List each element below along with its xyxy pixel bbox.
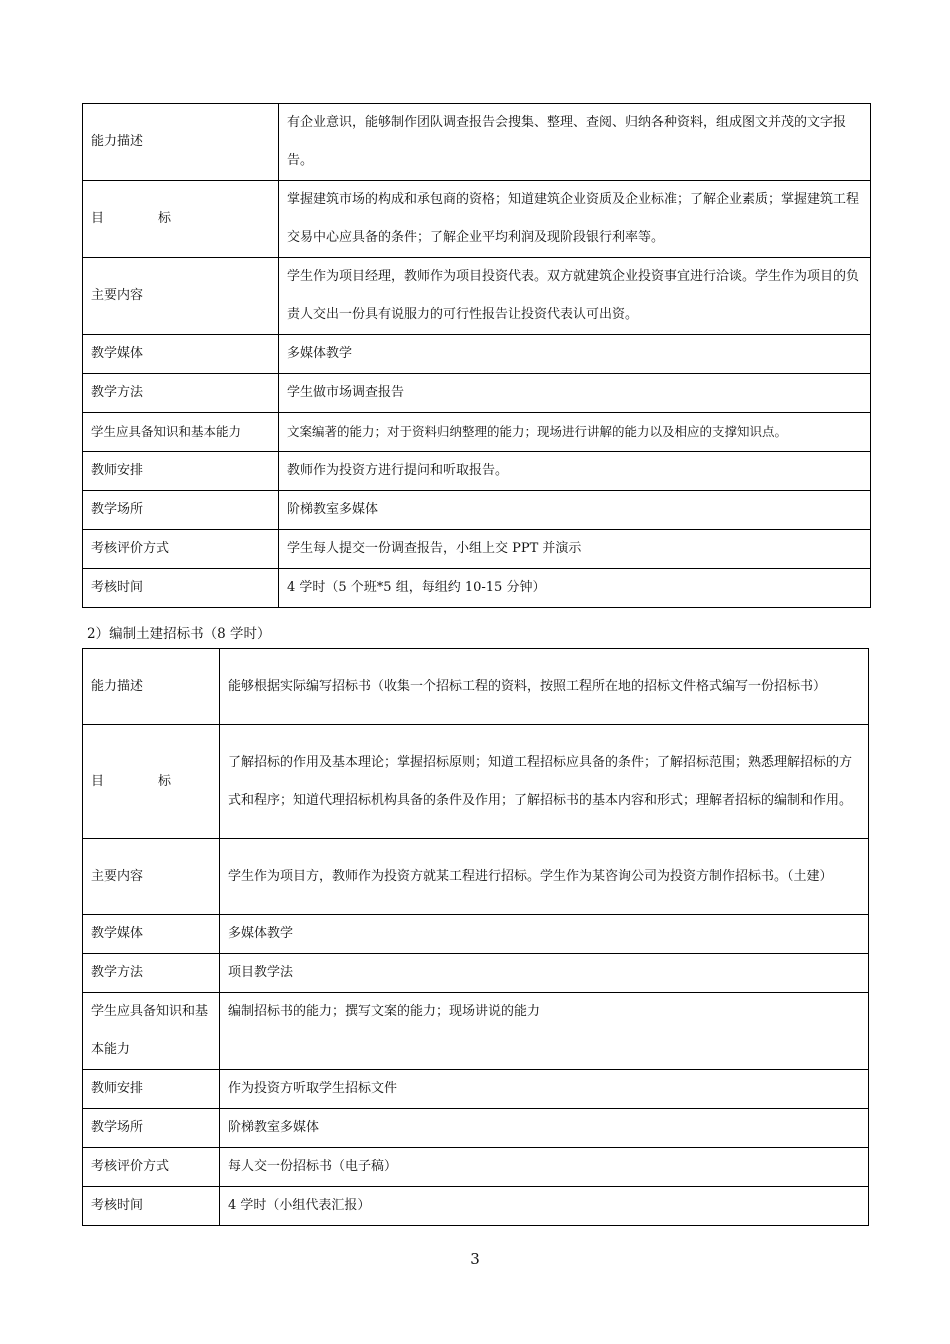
row-value: 学生作为项目经理，教师作为项目投资代表。双方就建筑企业投资事宜进行洽谈。学生作为项目的负责人交出一份具有说服力的可行性报告让投资代表认可出资。 — [279, 258, 871, 335]
row-label: 教学场所 — [83, 491, 279, 530]
row-label: 考核时间 — [83, 569, 279, 608]
row-value: 项目教学法 — [220, 954, 869, 993]
row-value: 学生每人提交一份调查报告，小组上交 PPT 并演示 — [279, 530, 871, 569]
table-row — [83, 569, 871, 608]
table-row — [83, 374, 871, 413]
row-label: 考核评价方式 — [83, 530, 279, 569]
table-row — [83, 839, 869, 915]
row-value: 4 学时（5 个班*5 组，每组约 10-15 分钟） — [279, 569, 871, 608]
row-value: 多媒体教学 — [279, 335, 871, 374]
row-value: 编制招标书的能力；撰写文案的能力；现场讲说的能力 — [220, 993, 869, 1070]
row-label: 主要内容 — [83, 258, 279, 335]
section-heading: 2）编制土建招标书（8 学时） — [87, 626, 271, 642]
label-part: 标 — [158, 211, 172, 226]
label-part: 标 — [158, 773, 172, 789]
row-label: 教学媒体 — [83, 335, 279, 374]
row-label: 教师安排 — [83, 452, 279, 491]
table-row — [83, 1070, 869, 1109]
row-label: 主要内容 — [83, 839, 220, 915]
table-row — [83, 335, 871, 374]
table-row — [83, 649, 869, 725]
row-value: 学生作为项目方，教师作为投资方就某工程进行招标。学生作为某咨询公司为投资方制作招标书。（土建） — [220, 839, 869, 915]
row-value: 能够根据实际编写招标书（收集一个招标工程的资料，按照工程所在地的招标文件格式编写一份招标书） — [220, 649, 869, 725]
label-part: 目 — [91, 211, 105, 226]
course-table-1 — [82, 103, 871, 608]
table-row — [83, 530, 871, 569]
table-row — [83, 1187, 869, 1226]
row-value: 每人交一份招标书（电子稿） — [220, 1148, 869, 1187]
row-label: 考核评价方式 — [83, 1148, 220, 1187]
row-label: 学生应具备知识和基本能力 — [83, 413, 279, 452]
row-value: 多媒体教学 — [220, 915, 869, 954]
table-row — [83, 954, 869, 993]
row-value: 有企业意识，能够制作团队调查报告会搜集、整理、查阅、归纳各种资料，组成图文并茂的文字报告。 — [279, 104, 871, 181]
table-row — [83, 413, 871, 452]
row-value: 了解招标的作用及基本理论；掌握招标原则；知道工程招标应具备的条件；了解招标范围；熟悉理解招标的方式和程序；知道代理招标机构具备的条件及作用；了解招标书的基本内容和形式；理解者招标的编制和作用。 — [220, 725, 869, 839]
row-value: 学生做市场调查报告 — [279, 374, 871, 413]
course-table-2 — [82, 648, 869, 1226]
row-value: 文案编著的能力；对于资料归纳整理的能力；现场进行讲解的能力以及相应的支撑知识点。 — [279, 413, 871, 452]
row-label: 能力描述 — [83, 104, 279, 181]
row-label: 学生应具备知识和基本能力 — [83, 993, 220, 1070]
row-label: 教学场所 — [83, 1109, 220, 1148]
row-label: 教学媒体 — [83, 915, 220, 954]
table-row — [83, 1109, 869, 1148]
row-label: 教师安排 — [83, 1070, 220, 1109]
row-value: 作为投资方听取学生招标文件 — [220, 1070, 869, 1109]
table-row — [83, 258, 871, 335]
table-row — [83, 993, 869, 1070]
row-value: 阶梯教室多媒体 — [220, 1109, 869, 1148]
row-label: 考核时间 — [83, 1187, 220, 1226]
table-row — [83, 915, 869, 954]
row-value: 阶梯教室多媒体 — [279, 491, 871, 530]
page-number: 3 — [470, 1250, 480, 1268]
row-label: 教学方法 — [83, 374, 279, 413]
table-row — [83, 181, 871, 258]
row-value: 4 学时（小组代表汇报） — [220, 1187, 869, 1226]
row-value: 教师作为投资方进行提问和听取报告。 — [279, 452, 871, 491]
label-part: 目 — [91, 773, 105, 789]
table-row — [83, 491, 871, 530]
table-row — [83, 452, 871, 491]
row-label — [83, 181, 279, 258]
row-label — [83, 725, 220, 839]
table-row — [83, 725, 869, 839]
row-label: 教学方法 — [83, 954, 220, 993]
table-row — [83, 104, 871, 181]
row-label: 能力描述 — [83, 649, 220, 725]
table-row — [83, 1148, 869, 1187]
row-value: 掌握建筑市场的构成和承包商的资格；知道建筑企业资质及企业标准；了解企业素质；掌握建筑工程交易中心应具备的条件；了解企业平均利润及现阶段银行利率等。 — [279, 181, 871, 258]
